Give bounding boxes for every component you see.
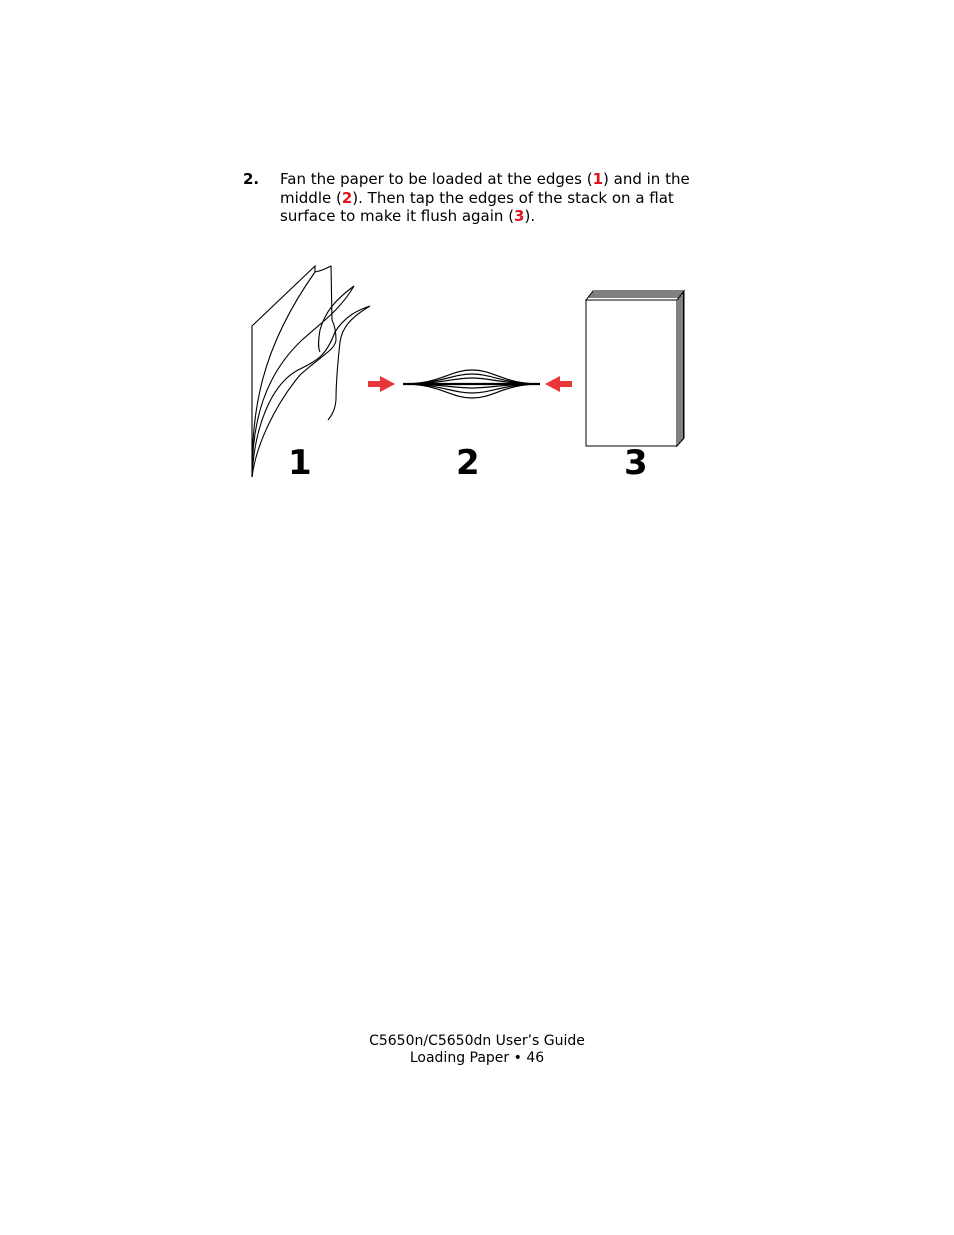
footer-page-info: Loading Paper • 46 <box>409 1050 545 1066</box>
arrow-left-icon <box>545 376 572 392</box>
reference-1: 1 <box>592 170 604 188</box>
figure-label-2: 2 <box>456 443 480 483</box>
step-text <box>280 170 730 226</box>
footer-guide-title: C5650n/C5650dn User’s Guide <box>369 1033 585 1049</box>
figure-label-1: 1 <box>288 443 312 483</box>
step-text-part: Fan the paper to be loaded at the edges ( <box>280 170 593 188</box>
step-text-part: ). <box>524 207 536 225</box>
arrow-right-icon <box>368 376 395 392</box>
paper-stack-drawing <box>586 291 684 446</box>
paper-fanning-illustration <box>240 260 700 490</box>
step-number: 2. <box>243 170 260 188</box>
figure-label-3: 3 <box>624 443 648 483</box>
step-text-part: ) and in the middle ( <box>280 170 690 207</box>
flexed-paper-drawing <box>403 370 540 398</box>
reference-2: 2 <box>341 188 353 207</box>
reference-3: 3 <box>514 207 525 225</box>
step-text-part: ). Then tap the edges of the stack on a flat surface to make it flush again ( <box>280 188 674 225</box>
